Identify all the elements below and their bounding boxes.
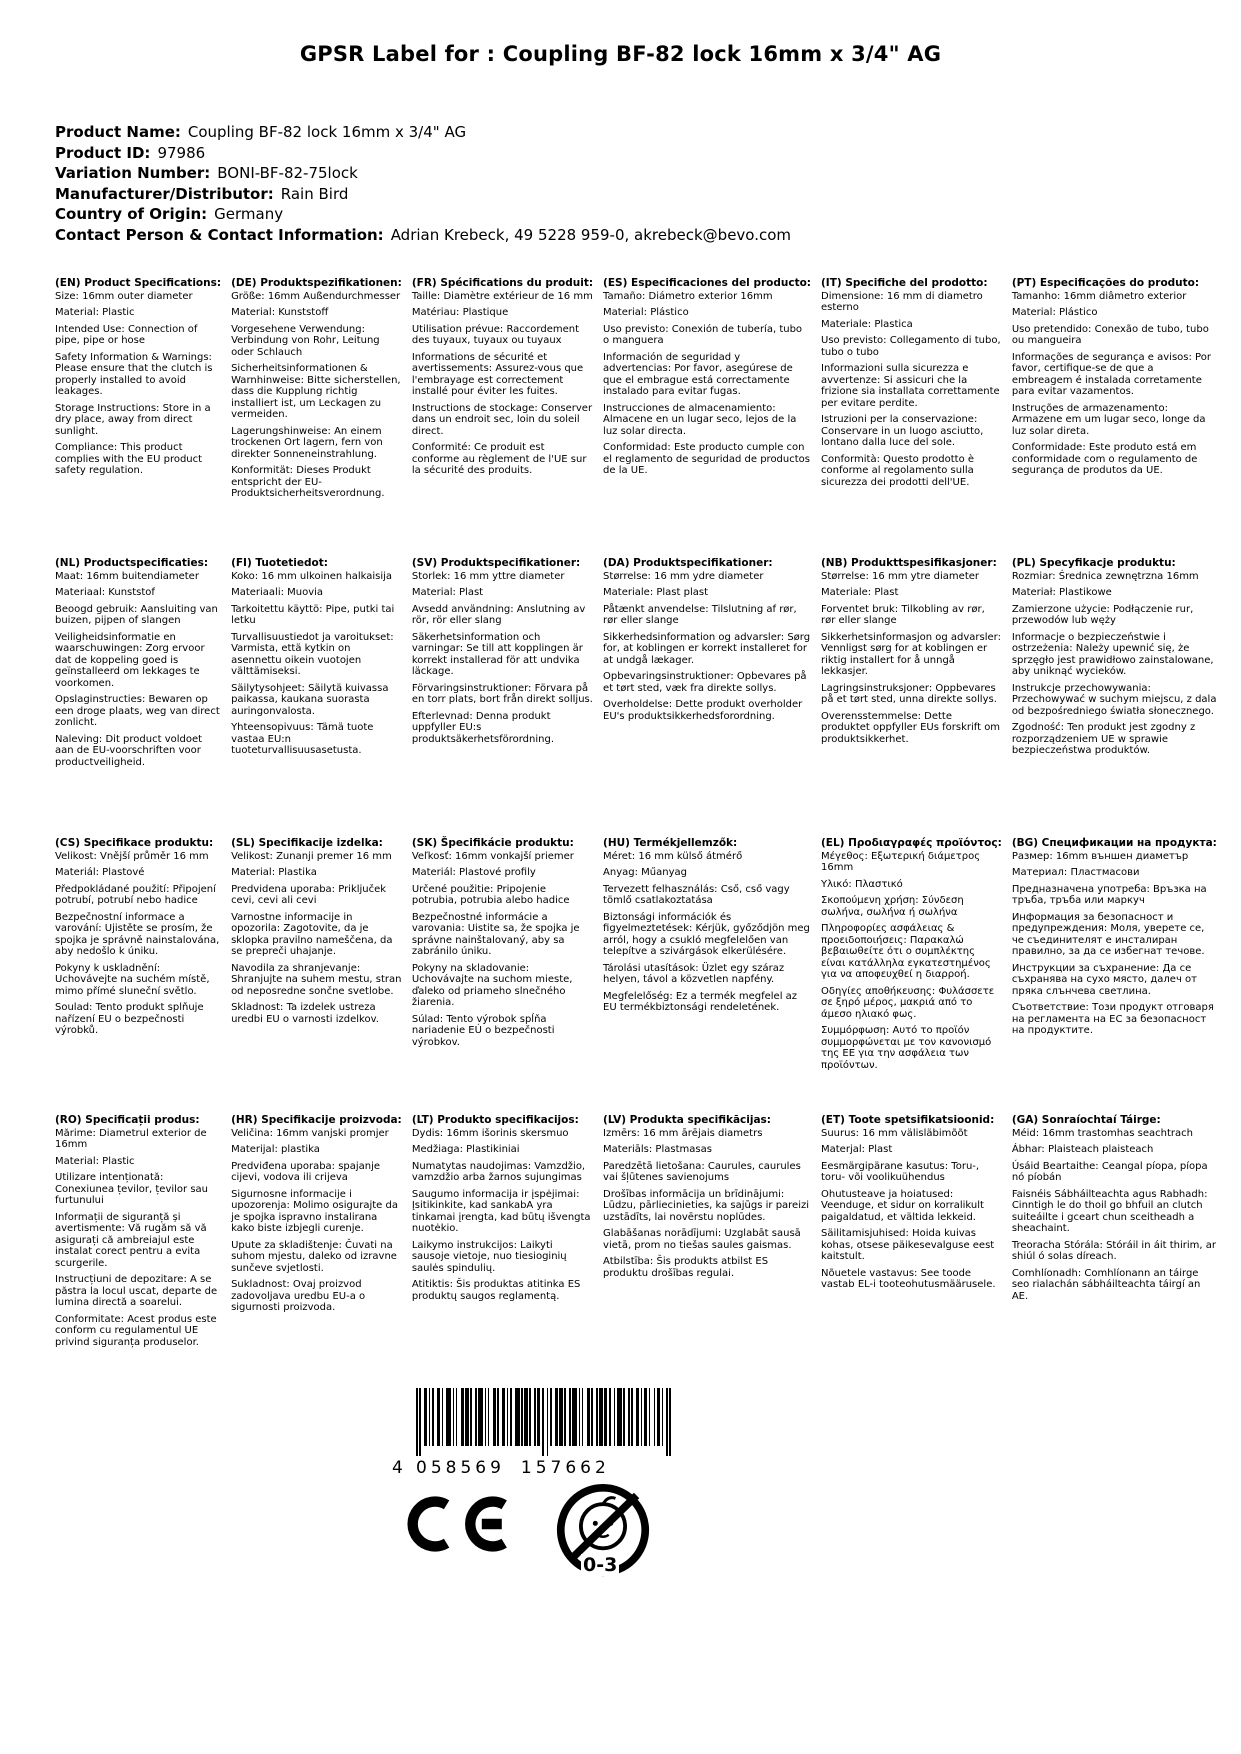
spec-block (603, 838, 811, 1115)
spec-paragraph: Overholdelse: Dette produkt overholder EU's produktsikkerhedsforordning. (603, 699, 803, 722)
spec-paragraph: Materiale: Plastica (821, 318, 913, 330)
spec-paragraph: Υλικό: Πλαστικό (821, 878, 903, 890)
spec-block (821, 1115, 1002, 1353)
field-label: Product ID: (55, 143, 151, 162)
spec-paragraph: Atbilstība: Šis produkts atbilst ES produktu drošības regulai. (603, 1256, 769, 1279)
spec-paragraph: Mărime: Diametrul exterior de 16mm (55, 1127, 207, 1150)
spec-block (412, 1115, 593, 1353)
page-title: GPSR Label for : Coupling BF-82 lock 16mm x 3/4" AG (299, 42, 942, 66)
spec-block-header: (BG) Спецификации на продукта: (1011, 837, 1217, 849)
spec-paragraph: Conformidade: Este produto está em conformidade com o regulamento de segurança de produtos da UE. (1011, 442, 1198, 476)
spec-paragraph: Istruzioni per la conservazione: Conservare in un luogo asciutto, lontano dalla luce del sole. (821, 414, 984, 448)
compliance-marks (405, 1480, 705, 1590)
field-value: Coupling BF-82 lock 16mm x 3/4" AG (187, 123, 467, 141)
spec-block-header: (ES) Especificaciones del producto: (603, 277, 811, 289)
product-field (55, 163, 791, 184)
spec-block-header: (FI) Tuotetiedot: (231, 557, 328, 569)
spec-paragraph: Materiāls: Plastmasas (603, 1144, 712, 1155)
spec-paragraph: Pokyny k uskladnění: Uchovávejte na suchém místě, mimo přímé sluneční světlo. (55, 962, 210, 997)
age-warning-label: 0-3 (583, 1554, 618, 1576)
spec-paragraph: Informazioni sulla sicurezza e avvertenze: Si assicuri che la frizione sia installata correttamente per evitare perdite. (821, 363, 1000, 409)
spec-paragraph: Material: Plástico (1011, 307, 1098, 318)
spec-block-body (1012, 291, 1217, 477)
spec-paragraph: Konformität: Dieses Produkt entspricht der EU-Produktsicherheitsverordnung. (231, 465, 385, 499)
spec-paragraph: Varnostne informacije in opozorila: Zagotovite, da je sklopka pravilno nameščena, da se prepreči uhajanje. (231, 911, 393, 957)
spec-paragraph: Инструкции за съхранение: Да се съхранява на сухо място, далеч от пряка слънчева светлина. (1011, 962, 1197, 997)
spec-block (55, 278, 221, 558)
spec-paragraph: Veľkosť: 16mm vonkajší priemer (411, 850, 574, 862)
spec-paragraph: Tárolási utasítások: Üzlet egy száraz helyen, távol a közvetlen napfény. (603, 962, 785, 985)
spec-block-body (231, 1128, 402, 1314)
spec-paragraph: Πληροφορίες ασφάλειας & προειδοποιήσεις: Παρακαλώ βεβαιωθείτε ότι ο συμπλέκτης είναι κατάλληλα εγκατεστημένος για να αποφευχθεί η διαρροή. (821, 923, 991, 980)
spec-paragraph: Bezpečnostné informácie a varovania: Uistite sa, že spojka je správne nainštalovaný, aby sa zabránilo úniku. (411, 911, 580, 957)
spec-block-body (1012, 851, 1217, 1037)
barcode (392, 1388, 692, 1478)
spec-paragraph: Instruções de armazenamento: Armazene em um lugar seco, longe da luz solar direta. (1011, 402, 1206, 437)
spec-paragraph: Συμμόρφωση: Αυτό το προϊόν συμμορφώνεται με τον κανονισμό της ΕΕ για την ασφάλεια των προϊόντων. (821, 1025, 992, 1071)
spec-block-body (231, 851, 402, 1026)
spec-paragraph: Maat: 16mm buitendiameter (55, 570, 199, 582)
spec-block-body (603, 571, 811, 723)
spec-paragraph: Veličina: 16mm vanjski promjer (231, 1127, 389, 1139)
spec-paragraph: Avsedd användning: Anslutning av rör, rör eller slang (411, 603, 586, 626)
spec-block (231, 838, 402, 1115)
spec-block (55, 838, 221, 1115)
spec-paragraph: Laikymo instrukcijos: Laikyti sausoje vietoje, nuo tiesioginių saulės spindulių. (411, 1239, 567, 1274)
spec-block-header: (CS) Specifikace produktu: (55, 837, 214, 849)
spec-block-body (821, 1128, 1002, 1291)
spec-block-body (231, 571, 402, 757)
spec-block (412, 278, 593, 558)
spec-paragraph: Förvaringsinstruktioner: Förvara på en torr plats, bort från direkt solljus. (411, 682, 593, 705)
spec-paragraph: Størrelse: 16 mm ytre diameter (821, 570, 980, 582)
spec-paragraph: Predvidena uporaba: Priključek cevi, cevi ali cevi (231, 883, 387, 906)
field-value: 97986 (157, 143, 206, 162)
spec-block (1012, 1115, 1217, 1353)
spec-paragraph: Dydis: 16mm išorinis skersmuo (411, 1127, 569, 1139)
spec-paragraph: Soulad: Tento produkt splňuje nařízení EU o bezpečnosti výrobků. (55, 1002, 204, 1036)
spec-paragraph: Informations de sécurité et avertissements: Assurez-vous que l'embrayage est correctement installé pour éviter les fuites. (411, 351, 584, 397)
spec-paragraph: Uso pretendido: Conexão de tubo, tubo ou mangueira (1011, 323, 1209, 346)
spec-paragraph: Saugumo informacija ir įspėjimai: Įsitikinkite, kad sankabA yra tinkamai įrengta, kad būtų išvengta nuotėkio. (411, 1188, 591, 1234)
spec-block (55, 558, 221, 838)
spec-paragraph: Velikost: Vnější průměr 16 mm (55, 850, 209, 862)
spec-block-body (231, 291, 402, 500)
spec-paragraph: Megfelelőség: Ez a termék megfelel az EU termékbiztonsági rendeletének. (603, 990, 798, 1013)
spec-paragraph: Taille: Diamètre extérieur de 16 mm (411, 290, 593, 302)
spec-block-header: (HR) Specifikacije proizvoda: (231, 1114, 402, 1126)
spec-paragraph: Sicherheitsinformationen & Warnhinweise: Bitte sicherstellen, dass die Kupplung richtig installiert ist, um Leckagen zu vermeiden. (231, 363, 401, 420)
spec-paragraph: Zamierzone użycie: Podłączenie rur, przewodów lub węży (1011, 603, 1194, 626)
spec-paragraph: Materiaal: Kunststof (55, 587, 155, 598)
spec-paragraph: Materiál: Plastové (55, 867, 145, 878)
spec-paragraph: Matériau: Plastique (411, 307, 509, 318)
spec-paragraph: Instrukcje przechowywania: Przechowywać w suchym miejscu, z dala od bezpośredniego światła słonecznego. (1011, 682, 1217, 717)
spec-paragraph: Размер: 16mm външен диаметър (1011, 850, 1189, 862)
spec-block-body (1012, 1128, 1217, 1303)
spec-paragraph: Storage Instructions: Store in a dry place, away from direct sunlight. (55, 402, 211, 437)
spec-paragraph: Opslaginstructies: Bewaren op een droge plaats, weg van direct zonlicht. (55, 694, 220, 728)
spec-paragraph: Atitiktis: Šis produktas atitinka ES produktų saugos reglamentą. (411, 1279, 581, 1302)
spec-paragraph: Tarkoitettu käyttö: Pipe, putki tai letku (231, 603, 395, 626)
spec-block (603, 278, 811, 558)
spec-paragraph: Tamaño: Diámetro exterior 16mm (603, 290, 773, 302)
spec-paragraph: Súlad: Tento výrobok spĺňa nariadenie EÚ o bezpečnosti výrobkov. (411, 1013, 555, 1048)
spec-paragraph: Forventet bruk: Tilkobling av rør, rør eller slange (821, 603, 985, 626)
spec-paragraph: Naleving: Dit product voldoet aan de EU-voorschriften voor productveiligheid. (55, 733, 203, 768)
spec-block (231, 1115, 402, 1353)
spec-paragraph: Anyag: Műanyag (603, 867, 687, 878)
spec-block-body (55, 851, 221, 1037)
spec-paragraph: Predviđena uporaba: spajanje cijevi, vodova ili crijeva (231, 1160, 381, 1183)
spec-block (603, 558, 811, 838)
spec-paragraph: Material: Plast (411, 587, 484, 598)
field-label: Variation Number: (55, 164, 211, 182)
spec-block (412, 838, 593, 1115)
spec-block-header: (EL) Προδιαγραφές προϊόντος: (821, 837, 1002, 849)
spec-block-header: (GA) Sonraíochtaí Táirge: (1011, 1114, 1161, 1126)
spec-paragraph: Biztonsági információk és figyelmeztetések: Kérjük, győződjön meg arról, hogy a csukló megfelelően van telepítve a szivárgások elkerülésére. (603, 911, 810, 957)
spec-paragraph: Intended Use: Connection of pipe, pipe or hose (55, 323, 198, 346)
field-value: BONI-BF-82-75lock (217, 164, 358, 182)
barcode-bars-icon (416, 1388, 692, 1458)
spec-block-body (603, 851, 811, 1014)
spec-block-header: (NB) Produkttspesifikasjoner: (821, 557, 997, 569)
spec-paragraph: Medžiaga: Plastikiniai (411, 1144, 520, 1155)
field-value: Adrian Krebeck, 49 5228 959-0, akrebeck@bevo.com (390, 225, 792, 244)
spec-paragraph: Tamanho: 16mm diâmetro exterior (1011, 290, 1187, 302)
product-field (55, 204, 791, 225)
spec-paragraph: Opbevaringsinstruktioner: Opbevares på et tørt sted, væk fra direkte sollys. (603, 671, 807, 694)
spec-paragraph: Informacje o bezpieczeństwie i ostrzeżenia: Należy upewnić się, że sprzęgło jest prawidłowo zainstalowane, aby uniknąć wycieków. (1011, 631, 1214, 677)
spec-block-header: (HU) Termékjellemzők: (603, 837, 738, 849)
spec-block-header: (PT) Especificações do produto: (1011, 277, 1200, 289)
spec-paragraph: Σκοπούμενη χρήση: Σύνδεση σωλήνα, σωλήνα ή σωλήνα (821, 895, 964, 918)
spec-paragraph: Informații de siguranță și avertismente: Vă rugăm să vă asigurați că ambreiajul este instalat corect pentru a evita scurgerile. (55, 1211, 207, 1269)
spec-paragraph: Size: 16mm outer diameter (55, 290, 193, 302)
spec-paragraph: Compliance: This product complies with the EU product safety regulation. (55, 442, 203, 476)
spec-block (603, 1115, 811, 1353)
spec-paragraph: Suurus: 16 mm välisläbimõõt (821, 1127, 968, 1139)
spec-paragraph: Información de seguridad y advertencias: Por favor, asegúrese de que el embrague está correctamente instalado para evitar fugas. (603, 351, 793, 397)
spec-paragraph: Izmērs: 16 mm ārējais diametrs (603, 1127, 763, 1139)
spec-grid (55, 277, 1217, 1353)
field-label: Manufacturer/Distributor: (55, 184, 274, 203)
spec-block (55, 1115, 221, 1353)
spec-block-body (412, 291, 593, 477)
spec-paragraph: Größe: 16mm Außendurchmesser (231, 290, 401, 302)
spec-block (231, 558, 402, 838)
spec-paragraph: Eesmärgipärane kasutus: Toru-, toru- või voolikuühendus (821, 1160, 980, 1183)
spec-paragraph: Rozmiar: Średnica zewnętrzna 16mm (1011, 570, 1199, 582)
spec-paragraph: Beoogd gebruik: Aansluiting van buizen, pijpen of slangen (55, 603, 218, 626)
spec-block-body (603, 291, 811, 477)
spec-paragraph: Materiaali: Muovia (231, 587, 324, 598)
spec-paragraph: Méret: 16 mm külső átmérő (603, 850, 743, 862)
spec-paragraph: Предназначена употреба: Връзка на тръба, тръба или маркуч (1011, 883, 1207, 906)
spec-paragraph: Pokyny na skladovanie: Uchovávajte na suchom mieste, ďaleko od priameho slnečného žiarenia. (411, 962, 573, 1008)
spec-paragraph: Uso previsto: Collegamento di tubo, tubo o tubo (821, 335, 1001, 358)
spec-paragraph: Uso previsto: Conexión de tubería, tubo o manguera (603, 323, 803, 346)
spec-paragraph: Størrelse: 16 mm ydre diameter (603, 570, 764, 582)
spec-paragraph: Safety Information & Warnings: Please ensure that the clutch is properly installed to avoid leakages. (55, 351, 213, 397)
spec-paragraph: Material: Kunststoff (231, 307, 329, 318)
spec-block-header: (PL) Specyfikacje produktu: (1011, 557, 1176, 569)
spec-paragraph: Upute za skladištenje: Čuvati na suhom mjestu, daleko od izravne sunčeve svjetlosti. (231, 1239, 397, 1274)
spec-block-body (412, 1128, 593, 1303)
field-label: Product Name: (55, 123, 181, 141)
spec-block-header: (FR) Spécifications du produit: (411, 277, 594, 289)
spec-paragraph: Tervezett felhasználás: Cső, cső vagy tömlő csatlakoztatása (603, 883, 790, 906)
spec-paragraph: Koko: 16 mm ulkoinen halkaisija (231, 570, 393, 582)
field-label: Contact Person & Contact Information: (55, 225, 384, 244)
spec-paragraph: Utilizare intenționată: Conexiunea țevilor, țevilor sau furtunului (55, 1172, 209, 1206)
spec-block-header: (EN) Product Specifications: (55, 277, 222, 289)
spec-paragraph: Nõuetele vastavus: See toode vastab EL-i tooteohutusmäärusele. (821, 1267, 996, 1290)
spec-block-header: (ET) Toote spetsifikatsioonid: (821, 1114, 995, 1126)
spec-block-body (1012, 571, 1217, 757)
field-value: Rain Bird (280, 184, 349, 203)
ce-mark-icon (405, 1496, 517, 1552)
product-field (55, 184, 791, 205)
spec-paragraph: Ábhar: Plaisteach plaisteach (1011, 1144, 1154, 1155)
spec-block-header: (SK) Špecifikácie produktu: (411, 837, 574, 849)
product-field (55, 143, 791, 164)
spec-block-header: (SL) Specifikacije izdelka: (231, 837, 383, 849)
spec-paragraph: Materijal: plastika (231, 1144, 320, 1155)
spec-paragraph: Bezpečnostní informace a varování: Ujistěte se prosím, že spojka je správně nainstalována, aby nedošlo k úniku. (55, 911, 220, 957)
spec-block-header: (SV) Produktspecifikationer: (411, 557, 581, 569)
spec-block (1012, 558, 1217, 838)
product-info (55, 122, 791, 245)
spec-paragraph: Efterlevnad: Denna produkt uppfyller EU:s produktsäkerhetsförordning. (411, 710, 554, 745)
spec-block-header: (IT) Specifiche del prodotto: (821, 277, 988, 289)
spec-block-header: (LT) Produkto specifikacijos: (411, 1114, 579, 1126)
spec-block-body (821, 571, 1002, 746)
spec-paragraph: Sigurnosne informacije i upozorenja: Molimo osigurajte da je spojka ispravno instalirana kako biste izbjegli curenje. (231, 1188, 398, 1234)
spec-paragraph: Zgodność: Ten produkt jest zgodny z rozporządzeniem UE w sprawie bezpieczeństwa produktów. (1011, 722, 1196, 756)
spec-block-header: (DA) Produktspecifikationer: (603, 557, 773, 569)
spec-paragraph: Méid: 16mm trastomhas seachtrach (1011, 1127, 1193, 1139)
spec-paragraph: Vorgesehene Verwendung: Verbindung von Rohr, Leitung oder Schlauch (231, 323, 380, 358)
spec-paragraph: Μέγεθος: Εξωτερική διάμετρος 16mm (821, 850, 981, 873)
spec-paragraph: Glabāšanas norādījumi: Uzglabāt sausā vietā, prom no tiešas saules gaismas. (603, 1228, 801, 1251)
field-value: Germany (214, 205, 284, 223)
spec-paragraph: Säilytysohjeet: Säilytä kuivassa paikassa, kaukana suorasta auringonvalosta. (231, 682, 389, 717)
spec-paragraph: Paredzētā lietošana: Caurules, caurules vai šļūtenes savienojums (603, 1160, 801, 1183)
spec-paragraph: Storlek: 16 mm yttre diameter (411, 570, 565, 582)
barcode-left-digits: 058569 (416, 1458, 505, 1478)
spec-paragraph: Sikkerhedsinformation og advarsler: Sørg for, at koblingen er korrekt installeret for at undgå lækager. (603, 631, 811, 666)
spec-block (1012, 278, 1217, 558)
spec-paragraph: Instructions de stockage: Conserver dans un endroit sec, loin du soleil direct. (411, 402, 593, 437)
spec-block-header: (RO) Specificații produs: (55, 1114, 200, 1126)
spec-paragraph: Säilitamisjuhised: Hoida kuivas kohas, otsese päikesevalguse eest kaitstult. (821, 1228, 995, 1262)
spec-block-header: (LV) Produkta specifikācijas: (603, 1114, 772, 1126)
spec-paragraph: Comhlíonadh: Comhlíonann an táirge seo rialachán sábháilteachta táirgí an AE. (1011, 1267, 1201, 1302)
product-field (55, 225, 791, 246)
spec-paragraph: Påtænkt anvendelse: Tilslutning af rør, rør eller slange (603, 603, 797, 626)
spec-paragraph: Faisnéis Sábháilteachta agus Rabhadh: Cinntigh le do thoil go bhfuil an clutch suiteáilte i gceart chun sceitheadh a sheachaint. (1011, 1188, 1208, 1234)
spec-paragraph: Информация за безопасност и предупреждения: Моля, уверете се, че съединителят е инсталиран правилно, за да се избегнат течове. (1011, 911, 1205, 957)
spec-paragraph: Materiał: Plastikowe (1011, 587, 1112, 598)
spec-paragraph: Velikost: Zunanji premer 16 mm (231, 850, 392, 862)
field-label: Country of Origin: (55, 205, 208, 223)
spec-paragraph: Dimensione: 16 mm di diametro esterno (821, 290, 983, 313)
spec-paragraph: Materjal: Plast (821, 1144, 893, 1155)
product-field (55, 122, 791, 143)
spec-paragraph: Určené použitie: Pripojenie potrubia, potrubia alebo hadice (411, 883, 570, 906)
spec-paragraph: Turvallisuustiedot ja varoitukset: Varmista, että kytkin on asennettu oikein vuotojen välttämiseksi. (231, 631, 394, 677)
spec-paragraph: Úsáid Beartaithe: Ceangal píopa, píopa nó píobán (1011, 1160, 1208, 1183)
spec-block-body (821, 291, 1002, 489)
spec-block-body (55, 291, 221, 477)
spec-paragraph: Numatytas naudojimas: Vamzdžio, vamzdžio arba žarnos sujungimas (411, 1160, 586, 1183)
spec-paragraph: Lagringsinstruksjoner: Oppbevares på et tørt sted, unna direkte sollys. (821, 682, 997, 705)
spec-paragraph: Säkerhetsinformation och varningar: Se till att kopplingen är korrekt installerad för att undvika läckage. (411, 631, 583, 677)
spec-block (821, 278, 1002, 558)
spec-block (231, 278, 402, 558)
spec-paragraph: Материал: Пластмасови (1011, 867, 1140, 878)
spec-paragraph: Material: Plastic (55, 307, 135, 318)
spec-paragraph: Съответствие: Този продукт отговаря на регламента на ЕС за безопасност на продуктите. (1011, 1002, 1214, 1036)
spec-paragraph: Overensstemmelse: Dette produktet oppfyller EUs forskrift om produktsikkerhet. (821, 710, 1001, 745)
spec-paragraph: Conformitate: Acest produs este conform cu regulamentul UE privind siguranța produselor. (55, 1313, 217, 1348)
spec-paragraph: Lagerungshinweise: An einem trockenen Ort lagern, fern von direkter Sonneneinstrahlung. (231, 425, 383, 460)
spec-paragraph: Utilisation prévue: Raccordement des tuyaux, tuyaux ou tuyaux (411, 323, 579, 346)
spec-paragraph: Material: Plastic (55, 1155, 135, 1167)
barcode-right-digits: 157662 (520, 1458, 610, 1478)
spec-paragraph: Conformità: Questo prodotto è conforme al regolamento sulla sicurezza dei prodotti dell'UE. (821, 453, 975, 488)
spec-paragraph: Instrucciones de almacenamiento: Almacene en un lugar seco, lejos de la luz solar directa. (603, 402, 797, 437)
spec-paragraph: Veiligheidsinformatie en waarschuwingen: Zorg ervoor dat de koppeling goed is geïnstalleerd om lekkages te voorkomen. (55, 631, 205, 689)
spec-paragraph: Materiál: Plastové profily (411, 867, 536, 878)
barcode-digits (392, 1458, 692, 1478)
spec-paragraph: Sikkerhetsinformasjon og advarsler: Vennligst sørg for at koblingen er riktig installert for å unngå lekkasjer. (821, 631, 1001, 677)
spec-block-body (821, 851, 1002, 1072)
spec-paragraph: Materiale: Plast plast (603, 587, 709, 598)
spec-block-header: (NL) Productspecificaties: (55, 557, 209, 569)
spec-paragraph: Materiale: Plast (821, 587, 899, 598)
spec-block-body (55, 1128, 221, 1349)
barcode-first-digit: 4 (392, 1458, 403, 1478)
spec-paragraph: Conformité: Ce produit est conforme au règlement de l'UE sur la sécurité des produits. (411, 442, 587, 476)
spec-paragraph: Treoracha Stórála: Stóráil in áit thirim, ar shiúl ó solas díreach. (1011, 1239, 1217, 1262)
spec-block-body (603, 1128, 811, 1280)
spec-paragraph: Yhteensopivuus: Tämä tuote vastaa EU:n tuoteturvallisuusasetusta. (231, 722, 374, 756)
spec-paragraph: Informações de segurança e avisos: Por favor, certifique-se de que a embreagem é instalada corretamente para evitar vazamentos. (1011, 351, 1211, 397)
spec-block-body (412, 851, 593, 1049)
spec-paragraph: Ohutusteave ja hoiatused: Veenduge, et sidur on korralikult paigaldatud, et vältida lekkeid. (821, 1188, 984, 1223)
spec-block (1012, 838, 1217, 1115)
spec-block (821, 558, 1002, 838)
spec-block-body (412, 571, 593, 746)
spec-paragraph: Material: Plastika (231, 867, 317, 878)
spec-block (412, 558, 593, 838)
spec-paragraph: Drošības informācija un brīdinājumi: Lūdzu, pārliecinieties, ka sajūgs ir pareizi uzstādīts, lai novērstu noplūdes. (603, 1188, 810, 1223)
spec-paragraph: Navodila za shranjevanje: Shranjujte na suhem mestu, stran od neposredne sončne svetlobe. (231, 962, 402, 997)
spec-paragraph: Instrucțiuni de depozitare: A se păstra la locul uscat, departe de lumina directă a soarelui. (55, 1274, 218, 1308)
spec-block (821, 838, 1002, 1115)
spec-paragraph: Sukladnost: Ovaj proizvod zadovoljava uredbu EU-a o sigurnosti proizvoda. (231, 1279, 366, 1313)
spec-paragraph: Conformidad: Este producto cumple con el reglamento de seguridad de productos de la UE. (603, 442, 810, 476)
spec-paragraph: Material: Plástico (603, 307, 689, 318)
spec-block-body (55, 571, 221, 769)
spec-paragraph: Předpokládané použití: Připojení potrubí, potrubí nebo hadice (55, 883, 216, 906)
spec-block-header: (DE) Produktspezifikationen: (231, 277, 402, 289)
spec-paragraph: Οδηγίες αποθήκευσης: Φυλάσσετε σε ξηρό μέρος, μακριά από το άμεσο ηλιακό φως. (821, 985, 995, 1020)
spec-paragraph: Skladnost: Ta izdelek ustreza uredbi EU o varnosti izdelkov. (231, 1002, 379, 1025)
